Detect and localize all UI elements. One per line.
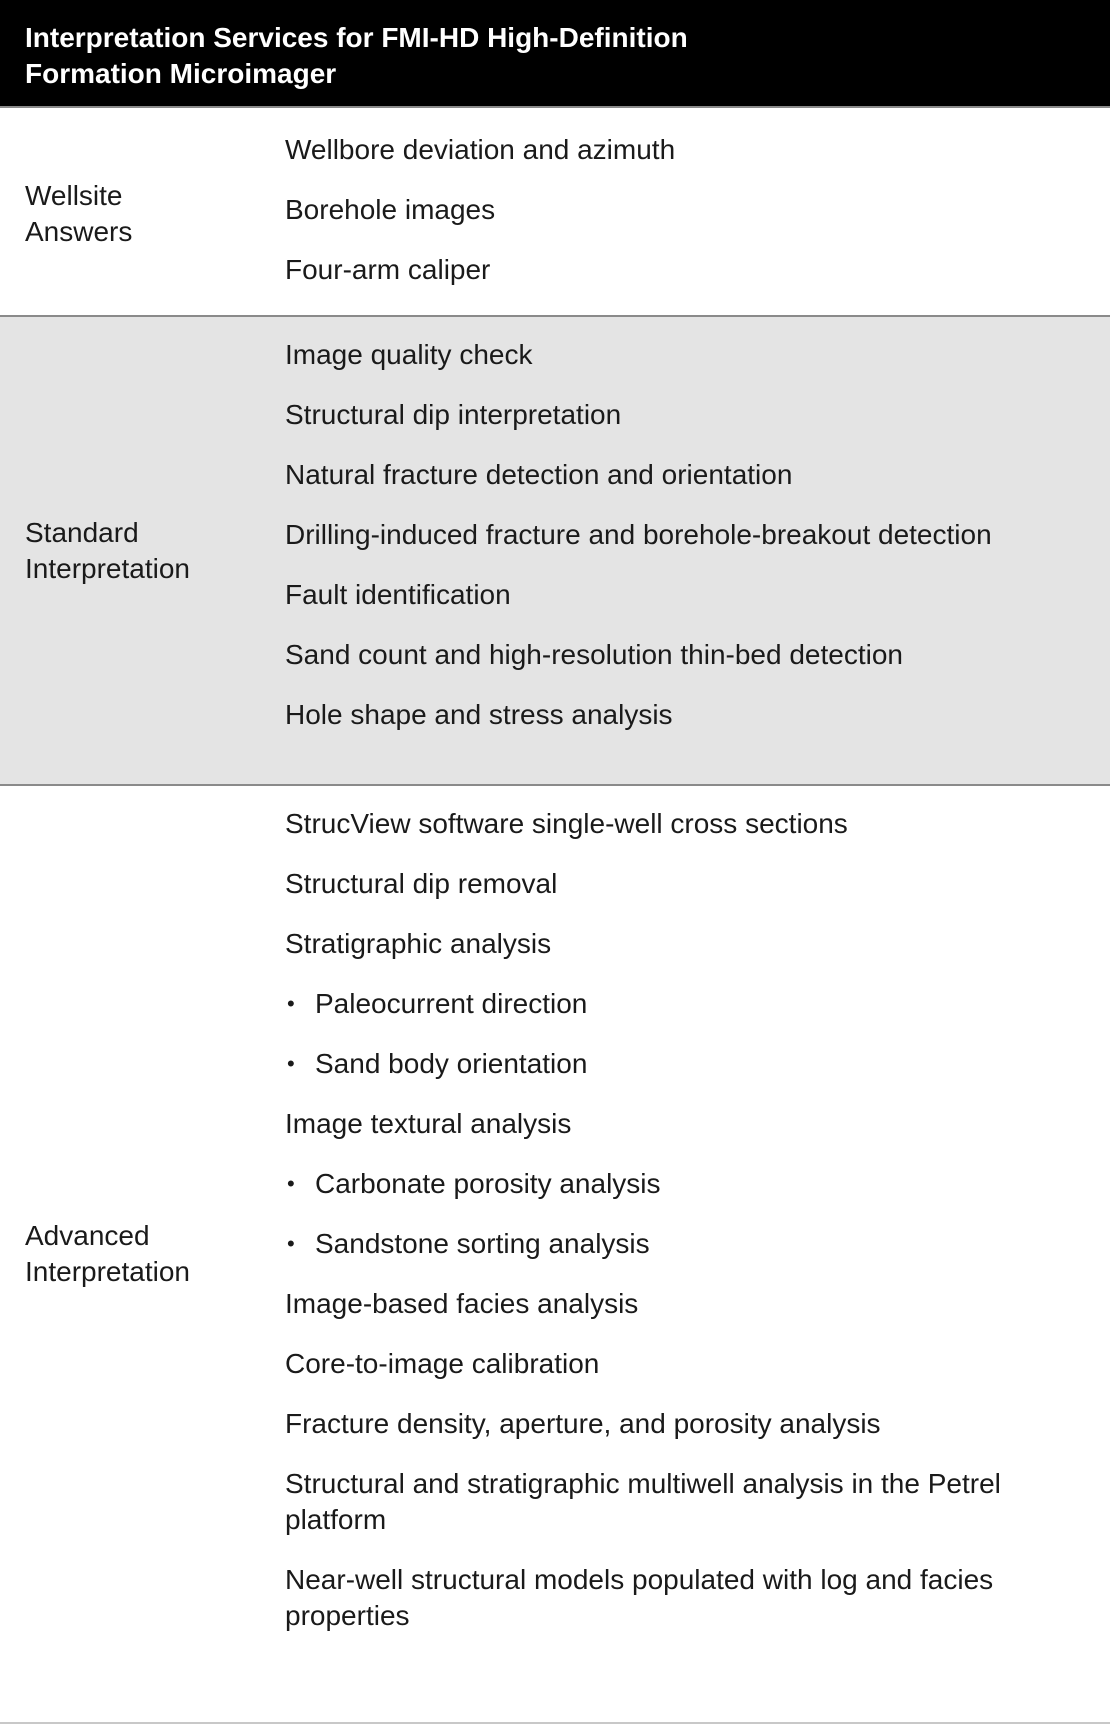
service-item: Hole shape and stress analysis xyxy=(285,699,673,730)
service-subitem-label: Paleocurrent direction xyxy=(315,988,588,1019)
service-subitem xyxy=(285,1214,1090,1274)
service-subitem xyxy=(285,1154,1090,1214)
table-header xyxy=(0,0,1110,108)
service-item: Image-based facies analysis xyxy=(285,1288,639,1319)
category-label-line-2: Answers xyxy=(25,215,133,247)
service-item: Natural fracture detection and orientation xyxy=(285,459,793,490)
bullet-icon: • xyxy=(287,1051,295,1076)
service-item: Structural dip interpretation xyxy=(285,399,622,430)
service-item: Wellbore deviation and azimuth xyxy=(285,134,676,165)
service-item: Image textural analysis xyxy=(285,1108,572,1139)
service-subitem-label: Sandstone sorting analysis xyxy=(315,1228,650,1259)
service-item: Stratigraphic analysis xyxy=(285,928,552,959)
service-subitem-label: Carbonate porosity analysis xyxy=(315,1168,661,1199)
table-title-line-1: Interpretation Services for FMI-HD High-Definition xyxy=(25,22,688,53)
service-item: Four-arm caliper xyxy=(285,254,491,285)
service-item: Structural dip removal xyxy=(285,868,558,899)
service-item: Fault identification xyxy=(285,579,511,610)
service-item: StrucView software single-well cross sections xyxy=(285,808,848,839)
section-standard-interpretation xyxy=(0,317,1110,786)
service-list xyxy=(260,112,1110,315)
service-subitem xyxy=(285,1034,1090,1094)
category-label xyxy=(0,112,260,315)
service-item: Fracture density, aperture, and porosity analysis xyxy=(285,1408,881,1439)
table-title-line-2: Formation Microimager xyxy=(25,58,337,89)
category-label-line-1: Wellsite xyxy=(25,179,123,211)
service-item: Drilling-induced fracture and borehole-breakout detection xyxy=(285,519,992,550)
service-subitem xyxy=(285,974,1090,1034)
service-list xyxy=(260,317,1110,784)
category-label-line-2: Interpretation xyxy=(25,552,190,584)
service-item: Image quality check xyxy=(285,339,533,370)
bullet-icon: • xyxy=(287,1171,295,1196)
category-label-line-1: Standard xyxy=(25,516,139,548)
category-label xyxy=(0,317,260,784)
service-item: Near-well structural models populated with log and facies properties xyxy=(285,1564,994,1631)
service-item: Borehole images xyxy=(285,194,496,225)
service-item: Sand count and high-resolution thin-bed detection xyxy=(285,639,903,670)
section-advanced-interpretation xyxy=(0,786,1110,1724)
bullet-icon: • xyxy=(287,1231,295,1256)
bullet-icon: • xyxy=(287,991,295,1016)
service-item: Structural and stratigraphic multiwell analysis in the Petrel platform xyxy=(285,1468,1001,1535)
service-subitem-label: Sand body orientation xyxy=(315,1048,588,1079)
service-list xyxy=(260,786,1110,1722)
section-wellsite-answers xyxy=(0,108,1110,317)
category-label xyxy=(0,786,260,1722)
service-item: Core-to-image calibration xyxy=(285,1348,600,1379)
category-label-line-2: Interpretation xyxy=(25,1256,190,1287)
category-label-line-1: Advanced xyxy=(25,1220,150,1251)
